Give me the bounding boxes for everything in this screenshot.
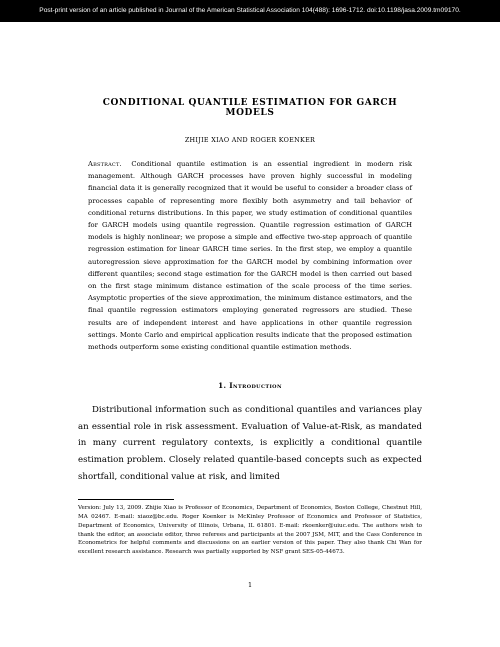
footnote-rule <box>78 499 174 500</box>
paper-title: CONDITIONAL QUANTILE ESTIMATION FOR GARCH MODELS <box>102 98 398 118</box>
abstract-text: Conditional quantile estimation is an essential ingredient in modern risk management. Although GARCH processes have proven highly successful in modeling financial data it is generally recognized that it would be useful to consider a broader class of processes capable of representing more flexibly both asymmetry and tail behavior of conditional returns distributions. In this paper, we study estimation of conditional quantiles for GARCH models using quantile regression. Quantile regression estimation of GARCH models is highly nonlinear; we propose a simple and effective two-step approach of quantile regression estimation for linear GARCH time series. In the first step, we employ a quantile autoregression sieve approximation for the GARCH model by combining information over different quantiles; second stage estimation for the GARCH model is then carried out based on the first stage minimum distance estimation of the scale process of the time series. Asymptotic properties of the sieve approximation, the minimum distance estimators, and the final quantile regression estimators employing generated regressors are studied. These results are of independent interest and have applications in other quantile regression settings. Monte Carlo and empirical application results indicate that the proposed estimation methods outperform some existing conditional quantile estimation methods. <box>88 160 412 352</box>
abstract <box>78 158 422 353</box>
abstract-label: Abstract. <box>88 160 122 168</box>
post-print-banner: Post-print version of an article published in Journal of the American Statistical Association 104(488): 1696-1712. doi:10.1198/jasa.2009.tm09170. <box>0 0 500 22</box>
introduction-paragraph: Distributional information such as conditional quantiles and variances play an essential role in risk assessment. Evaluation of Value-at-Risk, as mandated in many current regulatory contexts, is explicitly a conditional quantile estimation problem. Closely related quantile-based concepts such as expected shortfall, conditional value at risk, and limited <box>78 405 422 482</box>
paper-page <box>78 98 422 557</box>
paper-authors: ZHIJIE XIAO AND ROGER KOENKER <box>184 136 316 144</box>
page-number: 1 <box>247 581 253 589</box>
footnote: Version: July 13, 2009. Zhijie Xiao is Professor of Economics, Department of Economics, Boston College, Chestnut Hill, MA 02467. E-mail: xiaoz@bc.edu. Roger Koenker is McKinley Professor of Economics and Professor of Statistics, Department of Economics, University of Illinois, Urbana, IL 61801. E-mail: rkoenker@uiuc.edu. The authors wish to thank the editor, an associate editor, three referees and participants at the 2007 JSM, MIT, and the Cass Conference in Econometrics for helpful comments and discussions on an earlier version of this paper. They also thank Chi Wan for excellent research assistance. Research was partially supported by NSF grant SES-05-44673. <box>78 505 422 556</box>
section-heading-introduction: 1. Introduction <box>218 381 282 391</box>
